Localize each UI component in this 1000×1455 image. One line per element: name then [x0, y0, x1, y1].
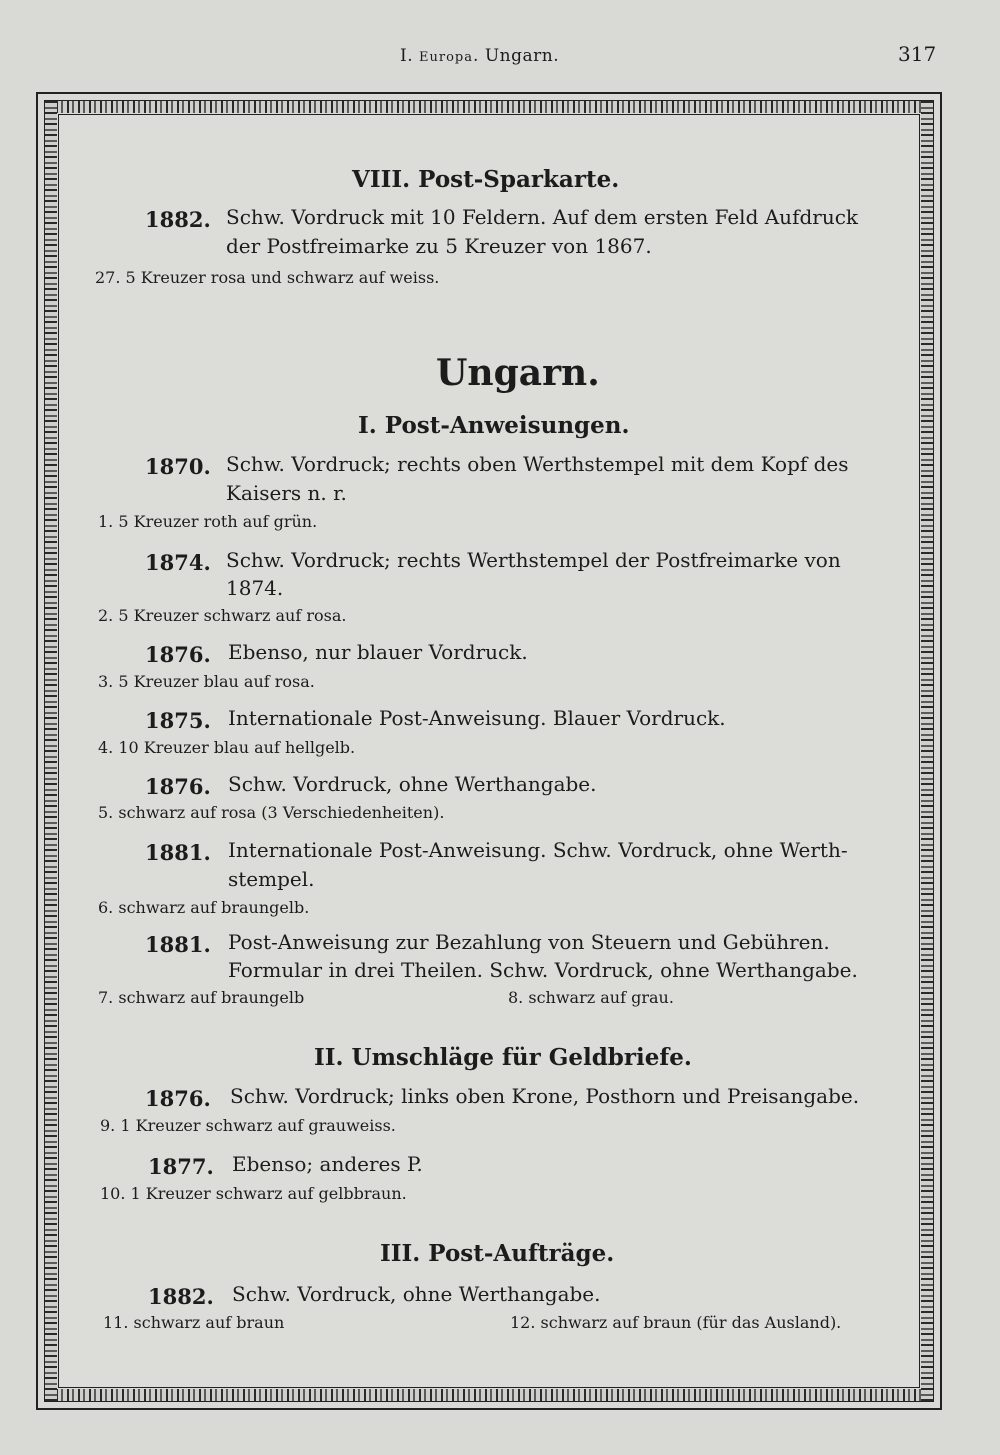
entry-description: Ebenso; anderes P.: [232, 1152, 423, 1176]
country-title: Ungarn.: [436, 352, 600, 394]
entry-year: 1870.: [145, 454, 211, 479]
catalog-item: 10. 1 Kreuzer schwarz auf gelbbraun.: [100, 1184, 407, 1203]
entry-year: 1876.: [145, 774, 211, 799]
entry-description-cont: der Postfreimarke zu 5 Kreuzer von 1867.: [226, 234, 652, 258]
entry-year: 1875.: [145, 708, 211, 733]
section-heading-umschlaege: II. Umschläge für Geldbriefe.: [314, 1044, 692, 1071]
catalog-item: 6. schwarz auf braungelb.: [98, 898, 310, 917]
entry-year: 1881.: [145, 840, 211, 865]
catalog-item: 11. schwarz auf braun: [103, 1313, 285, 1332]
running-head-region-smallcaps: Europa: [419, 50, 474, 65]
frame-band-right: [921, 101, 933, 1401]
running-head-title: [400, 46, 559, 66]
entry-description-cont: Kaisers n. r.: [226, 481, 347, 505]
entry-year: 1877.: [148, 1154, 214, 1179]
catalog-item: 27. 5 Kreuzer rosa und schwarz auf weiss.: [95, 268, 440, 287]
entry-description: Schw. Vordruck mit 10 Feldern. Auf dem ersten Feld Aufdruck: [226, 205, 859, 229]
entry-description-cont: Formular in drei Theilen. Schw. Vordruck, ohne Werthangabe.: [228, 958, 858, 982]
frame-band-left: [45, 101, 57, 1401]
catalog-item: 2. 5 Kreuzer schwarz auf rosa.: [98, 606, 347, 625]
section-heading-post-sparkarte: VIII. Post-Sparkarte.: [352, 166, 620, 193]
section-heading-post-anweisungen: I. Post-Anweisungen.: [358, 412, 630, 439]
entry-description: Schw. Vordruck, ohne Werthangabe.: [228, 772, 597, 796]
catalog-item: 8. schwarz auf grau.: [508, 988, 674, 1007]
entry-year: 1874.: [145, 550, 211, 575]
entry-description-cont: stempel.: [228, 867, 315, 891]
catalog-item: 1. 5 Kreuzer roth auf grün.: [98, 512, 318, 531]
catalog-item: 5. schwarz auf rosa (3 Verschiedenheiten).: [98, 803, 445, 822]
entry-description-cont: 1874.: [226, 576, 284, 600]
entry-year: 1876.: [145, 642, 211, 667]
entry-year: 1882.: [148, 1284, 214, 1309]
entry-description: Schw. Vordruck; rechts oben Werthstempel mit dem Kopf des: [226, 452, 849, 476]
entry-description: Post-Anweisung zur Bezahlung von Steuern und Gebühren.: [228, 930, 830, 954]
entry-description: Schw. Vordruck; links oben Krone, Posthorn und Preisangabe.: [230, 1084, 860, 1108]
entry-year: 1876.: [145, 1086, 211, 1111]
running-head: [0, 42, 1000, 76]
entry-description: Schw. Vordruck; rechts Werthstempel der Postfreimarke von: [226, 548, 841, 572]
running-head-section: I.: [400, 46, 420, 66]
catalog-item: 3. 5 Kreuzer blau auf rosa.: [98, 672, 315, 691]
catalog-item: 12. schwarz auf braun (für das Ausland).: [510, 1313, 842, 1332]
entry-description: Ebenso, nur blauer Vordruck.: [228, 640, 528, 664]
section-heading-post-auftraege: III. Post-Aufträge.: [380, 1240, 615, 1267]
catalog-item: 9. 1 Kreuzer schwarz auf grauweiss.: [100, 1116, 396, 1135]
frame-band-top: [45, 101, 933, 113]
catalog-item: 4. 10 Kreuzer blau auf hellgelb.: [98, 738, 356, 757]
entry-year: 1881.: [145, 932, 211, 957]
entry-year: 1882.: [145, 207, 211, 232]
catalog-item: 7. schwarz auf braungelb: [98, 988, 305, 1007]
running-head-region: . Ungarn.: [473, 46, 560, 66]
page-number: 317: [898, 42, 937, 66]
frame-band-bottom: [45, 1389, 933, 1401]
entry-description: Internationale Post-Anweisung. Schw. Vordruck, ohne Werth-: [228, 838, 848, 862]
entry-description: Schw. Vordruck, ohne Werthangabe.: [232, 1282, 601, 1306]
entry-description: Internationale Post-Anweisung. Blauer Vordruck.: [228, 706, 726, 730]
